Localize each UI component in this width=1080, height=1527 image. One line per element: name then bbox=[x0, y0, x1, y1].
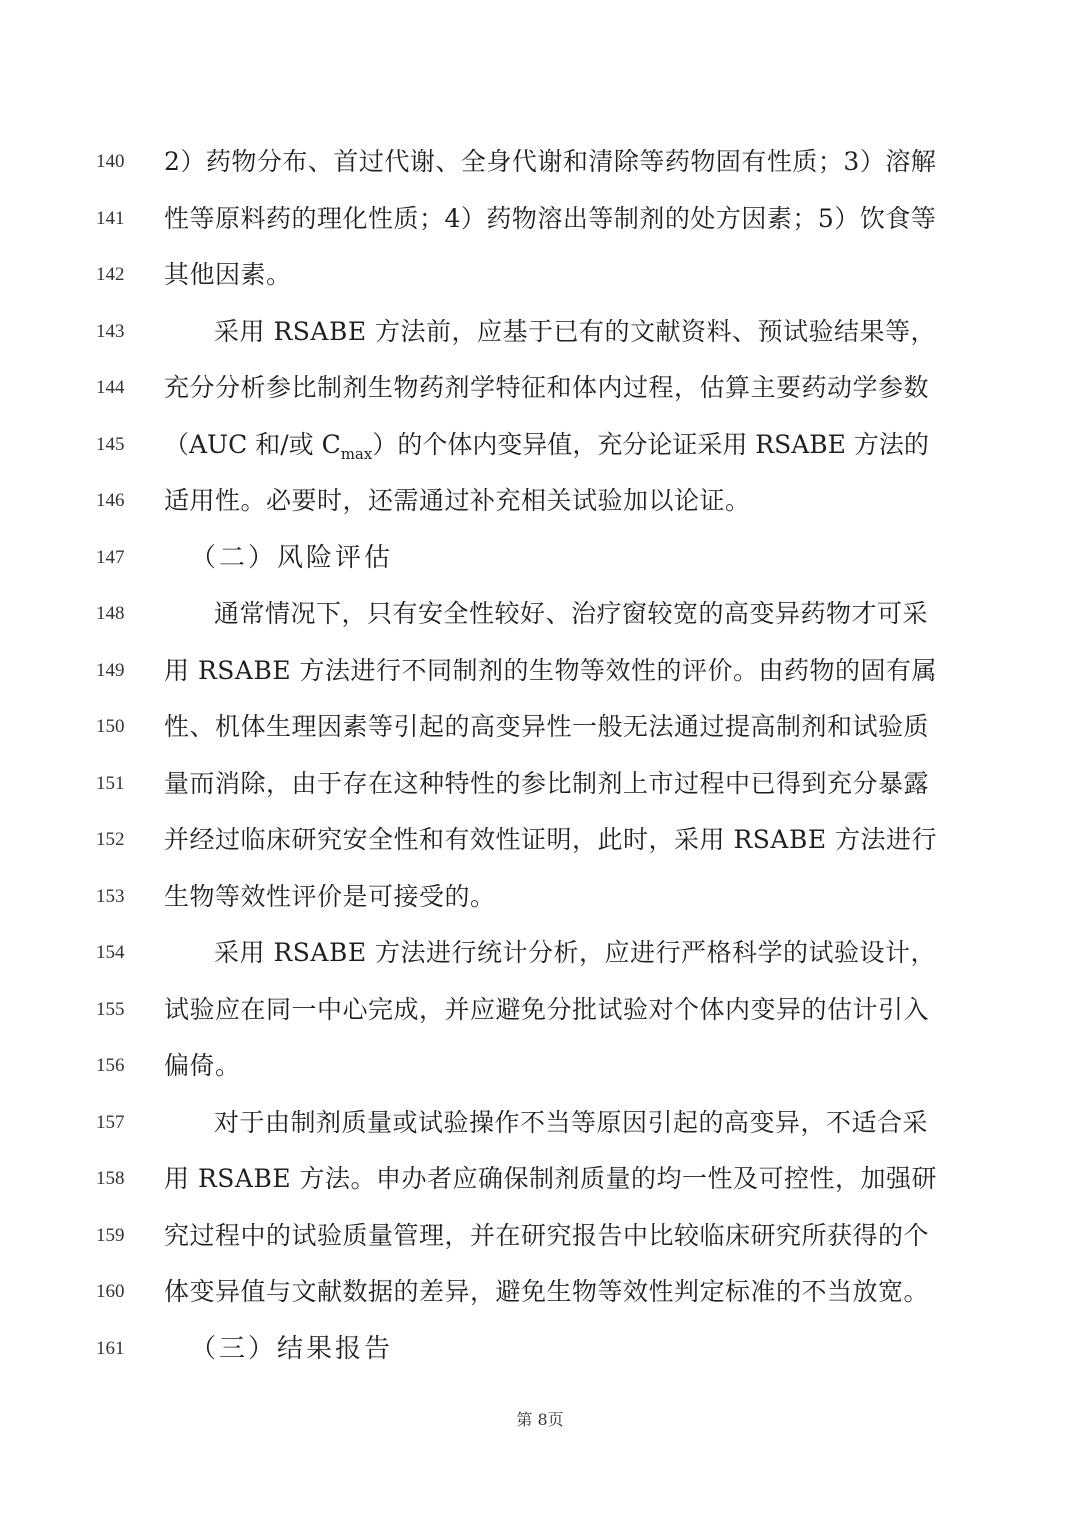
line-number: 147 bbox=[96, 546, 125, 568]
document-line bbox=[0, 933, 1080, 989]
line-text: 充分分析参比制剂生物药剂学特征和体内过程，估算主要药动学参数 bbox=[164, 373, 930, 402]
line-number: 143 bbox=[96, 320, 125, 342]
document-line bbox=[0, 312, 1080, 368]
document-line bbox=[0, 877, 1080, 933]
document-line bbox=[0, 1216, 1080, 1272]
line-text: 2）药物分布、首过代谢、全身代谢和清除等药物固有性质；3）溶解 bbox=[164, 147, 937, 176]
line-text: 性、机体生理因素等引起的高变异性一般无法通过提高制剂和试验质 bbox=[164, 712, 930, 741]
document-line bbox=[0, 538, 1080, 594]
document-line bbox=[0, 1046, 1080, 1102]
line-number: 152 bbox=[96, 829, 125, 850]
line-text: 试验应在同一中心完成，并应避免分批试验对个体内变异的估计引入 bbox=[164, 994, 930, 1024]
document-line bbox=[0, 425, 1080, 481]
line-number: 161 bbox=[96, 1337, 125, 1359]
line-text: 采用 RSABE 方法前，应基于已有的文献资料、预试验结果等， bbox=[214, 316, 937, 346]
line-number: 144 bbox=[96, 377, 125, 398]
line-text: 通常情况下，只有安全性较好、治疗窗较宽的高变异药物才可采 bbox=[214, 599, 929, 628]
line-text bbox=[164, 425, 929, 474]
line-number: 151 bbox=[96, 772, 125, 794]
page-footer: 第 8页 bbox=[516, 1410, 564, 1429]
line-text: 并经过临床研究安全性和有效性证明，此时，采用 RSABE 方法进行 bbox=[164, 825, 938, 854]
line-number: 146 bbox=[96, 490, 125, 511]
document-line bbox=[0, 255, 1080, 311]
section-heading: （三）结果报告 bbox=[190, 1333, 394, 1364]
document-line bbox=[0, 707, 1080, 763]
line-number: 158 bbox=[96, 1168, 125, 1189]
document-line bbox=[0, 990, 1080, 1046]
line-number: 148 bbox=[96, 603, 125, 624]
document-line bbox=[0, 820, 1080, 876]
document-line bbox=[0, 651, 1080, 707]
line-text: 其他因素。 bbox=[164, 260, 292, 289]
line-text: 量而消除，由于存在这种特性的参比制剂上市过程中已得到充分暴露 bbox=[164, 768, 930, 798]
document-line bbox=[0, 764, 1080, 820]
document-line bbox=[0, 1103, 1080, 1159]
line-number: 145 bbox=[96, 433, 125, 455]
line-text: 生物等效性评价是可接受的。 bbox=[164, 881, 496, 911]
line-number: 157 bbox=[96, 1111, 125, 1133]
line-text: 偏倚。 bbox=[164, 1051, 241, 1080]
line-number: 141 bbox=[96, 207, 125, 229]
line-text: 用 RSABE 方法。申办者应确保制剂质量的均一性及可控性，加强研 bbox=[164, 1164, 938, 1193]
line-number: 140 bbox=[96, 151, 125, 172]
line-number: 142 bbox=[96, 264, 125, 285]
line-number: 153 bbox=[96, 885, 125, 907]
section-heading: （二）风险评估 bbox=[190, 542, 394, 573]
line-number: 159 bbox=[96, 1224, 125, 1246]
document-line bbox=[0, 142, 1080, 198]
line-text: 体变异值与文献数据的差异，避免生物等效性判定标准的不当放宽。 bbox=[164, 1277, 930, 1306]
line-text: 适用性。必要时，还需通过补充相关试验加以论证。 bbox=[164, 486, 751, 515]
line-text: 用 RSABE 方法进行不同制剂的生物等效性的评价。由药物的固有属 bbox=[164, 655, 938, 685]
document-line bbox=[0, 368, 1080, 424]
line-text: 性等原料药的理化性质；4）药物溶出等制剂的处方因素；5）饮食等 bbox=[164, 203, 937, 233]
document-line bbox=[0, 1329, 1080, 1385]
line-text: 采用 RSABE 方法进行统计分析，应进行严格科学的试验设计， bbox=[214, 938, 937, 967]
line-text-part: ）的个体内变异值，充分论证采用 RSABE 方法的 bbox=[372, 429, 929, 459]
line-text: 究过程中的试验质量管理，并在研究报告中比较临床研究所获得的个 bbox=[164, 1220, 930, 1250]
line-number: 149 bbox=[96, 659, 125, 681]
line-number: 156 bbox=[96, 1055, 125, 1076]
subscript-max: max bbox=[340, 444, 373, 463]
line-number: 154 bbox=[96, 942, 125, 963]
line-text-part: （AUC 和/或 C bbox=[164, 429, 341, 459]
line-number: 160 bbox=[96, 1281, 125, 1302]
document-line bbox=[0, 1159, 1080, 1215]
document-line bbox=[0, 199, 1080, 255]
line-number: 150 bbox=[96, 716, 125, 737]
line-text: 对于由制剂质量或试验操作不当等原因引起的高变异，不适合采 bbox=[214, 1107, 929, 1137]
document-line bbox=[0, 1272, 1080, 1328]
document-line bbox=[0, 594, 1080, 650]
line-number: 155 bbox=[96, 998, 125, 1020]
document-line bbox=[0, 481, 1080, 537]
